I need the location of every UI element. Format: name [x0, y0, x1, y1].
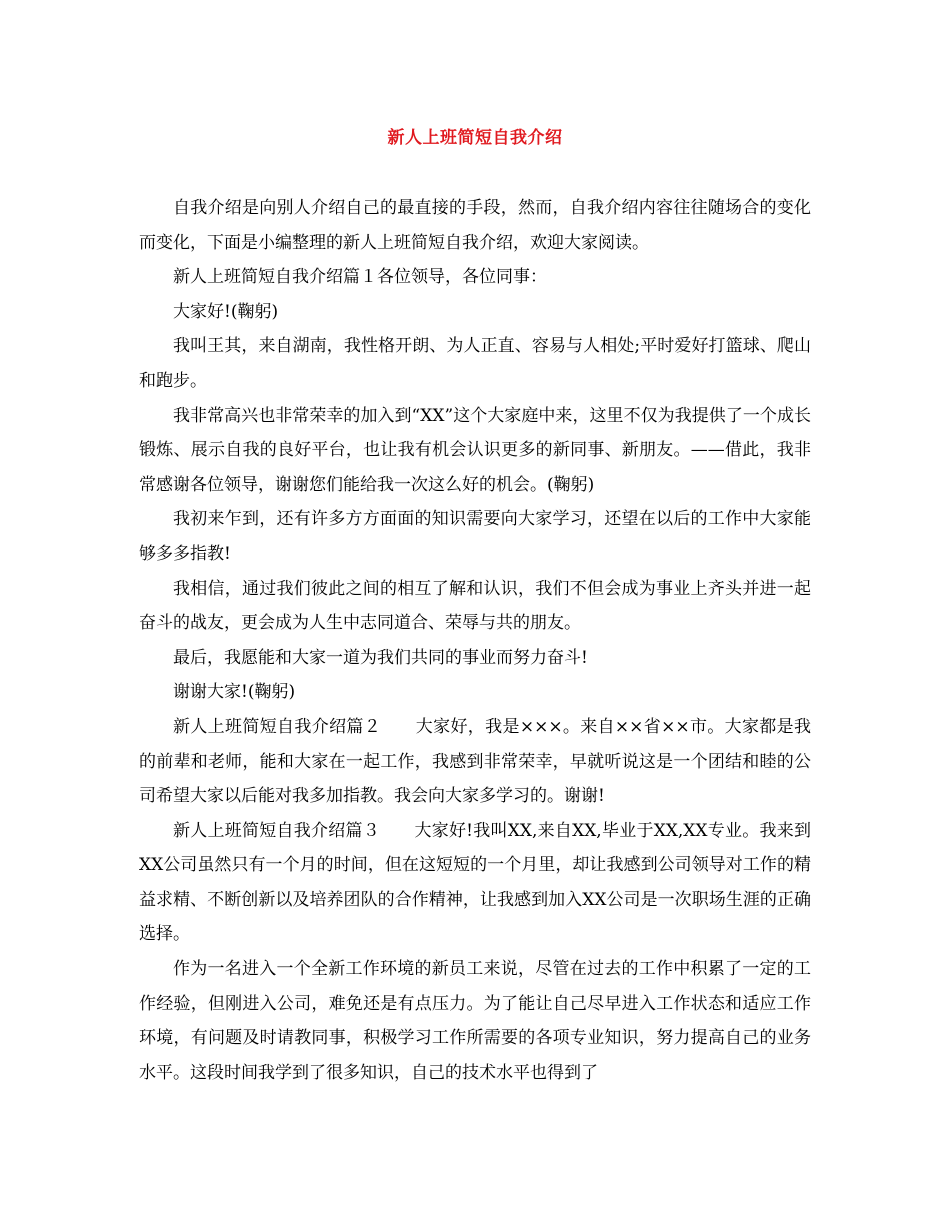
paragraph-section2: 新人上班简短自我介绍篇２ 大家好，我是×××。来自××省××市。大家都是我的前辈和老师，能和大家在一起工作，我感到非常荣幸，早就听说这是一个团结和睦的公司希望大家以后能对我多加指教。我会向大家多学习的。谢谢! — [139, 716, 811, 807]
paragraph-gratitude: 我非常高兴也非常荣幸的加入到“XX”这个大家庭中来，这里不仅为我提供了一个成长锻炼、展示自我的良好平台，也让我有机会认识更多的新同事、新朋友。——借此，我非常感谢各位领导，谢谢您们能给我一次这么好的机会。(鞠躬) — [139, 405, 811, 495]
paragraph-greeting: 大家好!(鞠躬) — [173, 301, 279, 322]
paragraph-learning: 我初来乍到，还有许多方方面面的知识需要向大家学习，还望在以后的工作中大家能够多多指教! — [139, 509, 811, 564]
document-body — [139, 191, 811, 1090]
paragraph-new-employee: 作为一名进入一个全新工作环境的新员工来说，尽管在过去的工作中积累了一定的工作经验，但刚进入公司，难免还是有点压力。为了能让自己尽早进入工作状态和适应工作环境，有问题及时请教同事，积极学习工作所需要的各项专业知识，努力提高自己的业务水平。这段时间我学到了很多知识，自己的技术水平也得到了 — [139, 959, 811, 1083]
paragraph-thanks: 谢谢大家!(鞠躬) — [173, 682, 296, 703]
paragraph-belief: 我相信，通过我们彼此之间的相互了解和认识，我们不但会成为事业上齐头并进一起奋斗的战友，更会成为人生中志同道合、荣辱与共的朋友。 — [139, 578, 811, 634]
paragraph-intro: 自我介绍是向别人介绍自己的最直接的手段，然而，自我介绍内容往往随场合的变化而变化，下面是小编整理的新人上班简短自我介绍，欢迎大家阅读。 — [139, 198, 811, 253]
paragraph-finally: 最后，我愿能和大家一道为我们共同的事业而努力奋斗! — [173, 647, 588, 668]
paragraph-section1-heading: 新人上班简短自我介绍篇１各位领导，各位同事： — [173, 267, 547, 288]
paragraph-self-intro: 我叫王其，来自湖南，我性格开朗、为人正直、容易与人相处;平时爱好打篮球、爬山和跑步。 — [139, 336, 811, 391]
document-title: 新人上班简短自我介绍 — [387, 128, 563, 148]
paragraph-section3: 新人上班简短自我介绍篇３ 大家好!我叫XX,来自XX,毕业于XX,XX专业。我来到XX公司虽然只有一个月的时间，但在这短短的一个月里，却让我感到公司领导对工作的精益求精、不断创新以及培养团队的合作精神，让我感到加入XX公司是一次职场生涯的正确选择。 — [139, 820, 811, 945]
